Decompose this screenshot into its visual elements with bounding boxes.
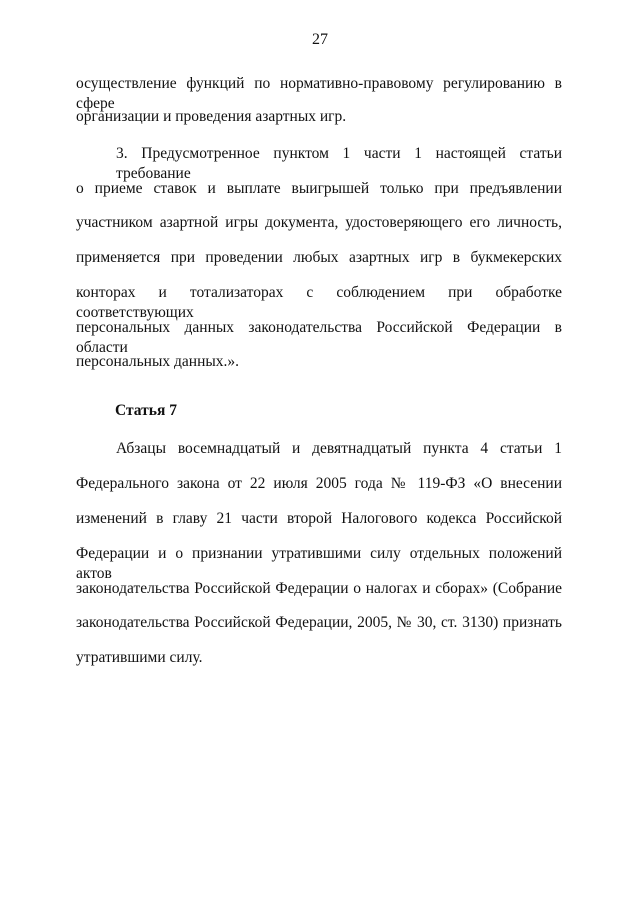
article-7-line-2: Федерального закона от 22 июля 2005 года № 119-ФЗ «О внесении: [76, 475, 562, 492]
clause-3-line-3: участником азартной игры документа, удостоверяющего его личность,: [76, 214, 562, 231]
article-7-heading: Статья 7: [115, 402, 177, 419]
page-number: 27: [312, 31, 328, 48]
article-7-line-5: законодательства Российской Федерации о налогах и сборах» (Собрание: [76, 580, 562, 597]
intro-line-1: осуществление функций по нормативно-правовому регулированию в сфере: [76, 75, 562, 112]
article-7-line-7: утратившими силу.: [76, 649, 203, 666]
clause-3-line-4: применяется при проведении любых азартных игр в букмекерских: [76, 249, 562, 266]
article-7-line-6: законодательства Российской Федерации, 2005, № 30, ст. 3130) признать: [76, 614, 562, 631]
clause-3-line-6: персональных данных законодательства Российской Федерации в области: [76, 319, 562, 356]
clause-3-line-7: персональных данных.».: [76, 353, 240, 370]
article-7-line-4: Федерации и о признании утратившими силу отдельных положений актов: [76, 545, 562, 582]
intro-line-2: организации и проведения азартных игр.: [76, 108, 347, 125]
article-7-line-1: Абзацы восемнадцатый и девятнадцатый пункта 4 статьи 1: [116, 440, 562, 457]
clause-3-line-1: 3. Предусмотренное пунктом 1 части 1 настоящей статьи требование: [116, 145, 562, 182]
article-7-line-3: изменений в главу 21 части второй Налогового кодекса Российской: [76, 510, 562, 527]
clause-3-line-2: о приеме ставок и выплате выигрышей только при предъявлении: [76, 180, 562, 197]
clause-3-line-5: конторах и тотализаторах с соблюдением при обработке соответствующих: [76, 284, 562, 321]
